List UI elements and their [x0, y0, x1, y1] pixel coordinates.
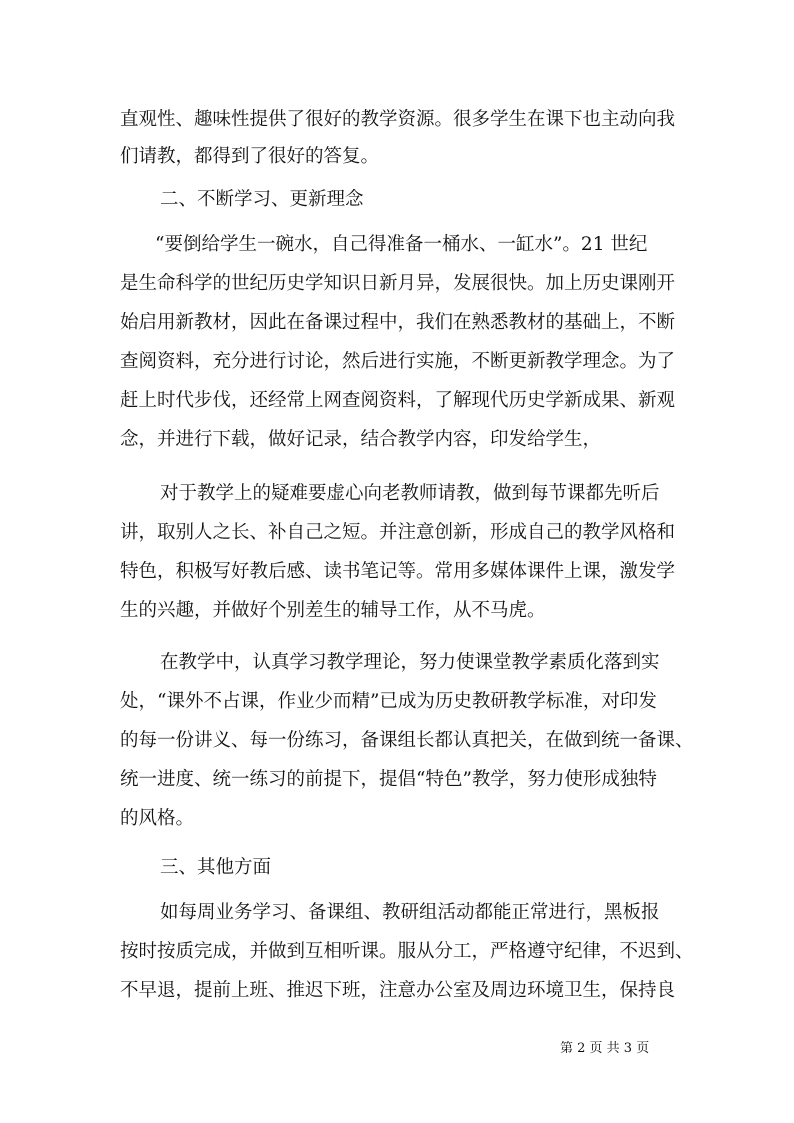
paragraph-line: 特色，积极写好教后感、读书笔记等。常用多媒体课件上课，激发学: [120, 561, 676, 582]
paragraph-line: “要倒给学生一碗水，自己得准备一桶水、一缸水”。21 世纪: [155, 234, 648, 255]
section-heading: 二、不断学习、更新理念: [160, 189, 364, 210]
paragraph-line: 赶上时代步伐，还经常上网查阅资料，了解现代历史学新成果、新观: [120, 390, 676, 411]
paragraph-line: 的每一份讲义、每一份练习，备课组长都认真把关，在做到统一备课、: [120, 730, 694, 751]
paragraph-line: 统一进度、统一练习的前提下，提倡“特色”教学，努力使形成独特: [120, 769, 657, 790]
paragraph-line: 生的兴趣，并做好个别差生的辅导工作，从不马虎。: [120, 600, 546, 621]
paragraph-line: 讲，取别人之长、补自己之短。并注意创新，形成自己的教学风格和: [120, 522, 676, 543]
paragraph-line: 处，“课外不占课，作业少而精”已成为历史教研教学标准，对印发: [120, 691, 657, 712]
paragraph-line: 的风格。: [120, 808, 195, 829]
page-number-footer: 第 2 页 共 3 页: [560, 1041, 650, 1056]
paragraph-line: 们请教，都得到了很好的答复。: [120, 146, 380, 167]
paragraph-line: 不早退，提前上班、推迟下班，注意办公室及周边环境卫生，保持良: [120, 980, 676, 1001]
paragraph-line: 直观性、趣味性提供了很好的教学资源。很多学生在课下也主动向我: [120, 109, 676, 130]
section-heading: 三、其他方面: [160, 857, 272, 878]
paragraph-line: 对于教学上的疑难要虚心向老教师请教，做到每节课都先听后: [160, 483, 660, 504]
paragraph-line: 按时按质完成，并做到互相听课。服从分工，严格遵守纪律，不迟到、: [120, 941, 694, 962]
paragraph-line: 是生命科学的世纪历史学知识日新月异，发展很快。加上历史课刚开: [120, 273, 676, 294]
paragraph-line: 始启用新教材，因此在备课过程中，我们在熟悉教材的基础上，不断: [120, 312, 676, 333]
paragraph-line: 念，并进行下载，做好记录，结合教学内容，印发给学生，: [120, 429, 602, 450]
paragraph-line: 在教学中，认真学习教学理论，努力使课堂教学素质化落到实: [160, 652, 660, 673]
paragraph-line: 如每周业务学习、备课组、教研组活动都能正常进行，黑板报: [160, 902, 660, 923]
paragraph-line: 查阅资料，充分进行讨论，然后进行实施，不断更新教学理念。为了: [120, 351, 676, 372]
